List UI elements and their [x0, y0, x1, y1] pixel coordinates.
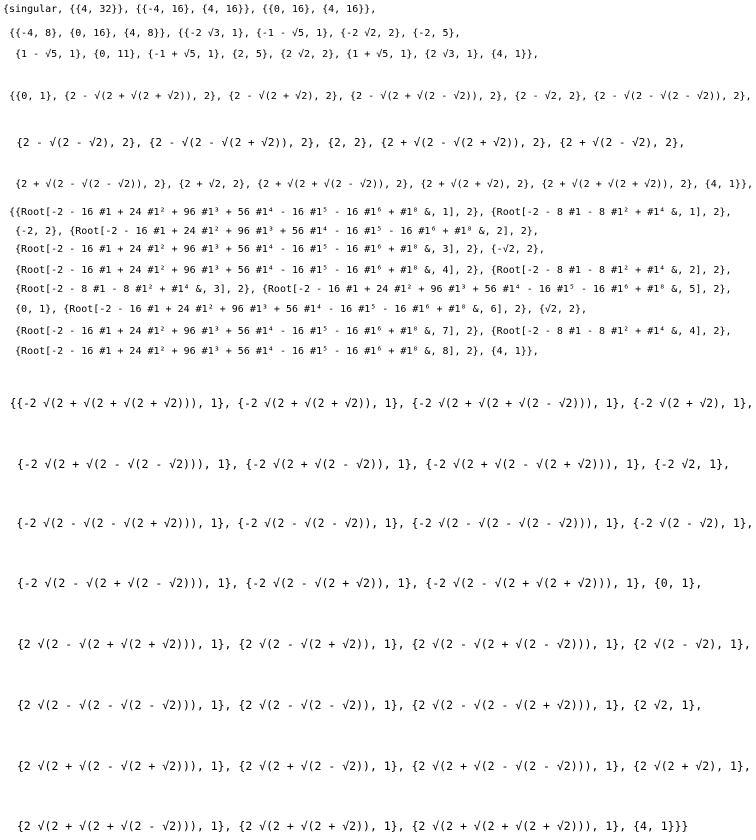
output-line: {{0, 1}, {2 - √(2 + √(2 + √2)), 2}, {2 - √(2 + √2), 2}, {2 - √(2 + √(2 - √2)), 2}, {2 - √2, 2}, {2 - √(2 - √(2 - √2)), 2}, [3, 91, 752, 102]
output-line: {Root[-2 - 16 #1 + 24 #1² + 96 #1³ + 56 #1⁴ - 16 #1⁵ - 16 #1⁶ + #1⁸ &, 4], 2}, {Root[-2 - 8 #1 - 8 #1² + #1⁴ &, 2], 2}, [3, 265, 732, 276]
output-line: {Root[-2 - 8 #1 - 8 #1² + #1⁴ &, 3], 2}, {Root[-2 - 16 #1 + 24 #1² + 96 #1³ + 56 #1⁴ - 16 #1⁵ - 16 #1⁶ + #1⁸ &, 5], 2}, [3, 284, 732, 295]
output-line: {-2 √(2 - √(2 + √(2 - √2))), 1}, {-2 √(2 - √(2 + √2)), 1}, {-2 √(2 - √(2 + √(2 + √2))), 1}, {0, 1}, [3, 576, 703, 590]
output-line: {2 √(2 + √(2 - √(2 + √2))), 1}, {2 √(2 + √(2 - √2)), 1}, {2 √(2 + √(2 - √(2 - √2))), 1}, {2 √(2 + √2), 1}, [3, 759, 751, 773]
output-line: {2 - √(2 - √2), 2}, {2 - √(2 - √(2 + √2)), 2}, {2, 2}, {2 + √(2 - √(2 + √2)), 2}, {2 + √(2 - √2), 2}, [3, 136, 686, 149]
output-line: {{Root[-2 - 16 #1 + 24 #1² + 96 #1³ + 56 #1⁴ - 16 #1⁵ - 16 #1⁶ + #1⁸ &, 1], 2}, {Root[-2 - 8 #1 - 8 #1² + #1⁴ &, 1], 2}, [3, 207, 732, 218]
output-line: {2 √(2 - √(2 - √(2 - √2))), 1}, {2 √(2 - √(2 - √2)), 1}, {2 √(2 - √(2 - √(2 + √2))), 1}, {2 √2, 1}, [3, 698, 703, 712]
output-line: {singular, {{4, 32}}, {{-4, 16}, {4, 16}}, {{0, 16}, {4, 16}}, [3, 4, 377, 15]
output-line: {-2 √(2 - √(2 - √(2 + √2))), 1}, {-2 √(2 - √(2 - √2)), 1}, {-2 √(2 - √(2 - √(2 - √2))), 1}, {-2 √(2 - √2), 1}, [3, 517, 754, 530]
output-line: {Root[-2 - 16 #1 + 24 #1² + 96 #1³ + 56 #1⁴ - 16 #1⁵ - 16 #1⁶ + #1⁸ &, 3], 2}, {-√2, 2}, [3, 244, 545, 255]
output-line: {Root[-2 - 16 #1 + 24 #1² + 96 #1³ + 56 #1⁴ - 16 #1⁵ - 16 #1⁶ + #1⁸ &, 8], 2}, {4, 1}}, [3, 346, 539, 357]
output-line: {2 √(2 + √(2 + √(2 - √2))), 1}, {2 √(2 + √(2 + √2)), 1}, {2 √(2 + √(2 + √(2 + √2))), 1}, {4, 1}}} [3, 819, 689, 833]
output-line: {{-4, 8}, {0, 16}, {4, 8}}, {{-2 √3, 1}, {-1 - √5, 1}, {-2 √2, 2}, {-2, 5}, [3, 28, 461, 39]
output-line: {-2, 2}, {Root[-2 - 16 #1 + 24 #1² + 96 #1³ + 56 #1⁴ - 16 #1⁵ - 16 #1⁶ + #1⁸ &, 2], 2}, [3, 226, 539, 237]
output-line: {{-2 √(2 + √(2 + √(2 + √2))), 1}, {-2 √(2 + √(2 + √2)), 1}, {-2 √(2 + √(2 + √(2 - √2))), 1}, {-2 √(2 + √2), 1}, [3, 397, 754, 410]
output-line: {2 √(2 - √(2 + √(2 + √2))), 1}, {2 √(2 - √(2 + √2)), 1}, {2 √(2 - √(2 + √(2 - √2))), 1}, {2 √(2 - √2), 1}, [3, 637, 751, 651]
output-line: {-2 √(2 + √(2 - √(2 - √2))), 1}, {-2 √(2 + √(2 - √2)), 1}, {-2 √(2 + √(2 - √(2 + √2))), 1}, {-2 √2, 1}, [3, 457, 730, 471]
output-line: {Root[-2 - 16 #1 + 24 #1² + 96 #1³ + 56 #1⁴ - 16 #1⁵ - 16 #1⁶ + #1⁸ &, 7], 2}, {Root[-2 - 8 #1 - 8 #1² + #1⁴ &, 4], 2}, [3, 326, 732, 337]
output-line: {1 - √5, 1}, {0, 11}, {-1 + √5, 1}, {2, 5}, {2 √2, 2}, {1 + √5, 1}, {2 √3, 1}, {4, 1}}, [3, 49, 539, 60]
output-line: {2 + √(2 - √(2 - √2)), 2}, {2 + √2, 2}, {2 + √(2 + √(2 - √2)), 2}, {2 + √(2 + √2), 2}, {2 + √(2 + √(2 + √2)), 2}, {4, 1}}, [3, 179, 754, 190]
output-line: {0, 1}, {Root[-2 - 16 #1 + 24 #1² + 96 #1³ + 56 #1⁴ - 16 #1⁵ - 16 #1⁶ + #1⁸ &, 6], 2}, {√2, 2}, [3, 304, 587, 315]
